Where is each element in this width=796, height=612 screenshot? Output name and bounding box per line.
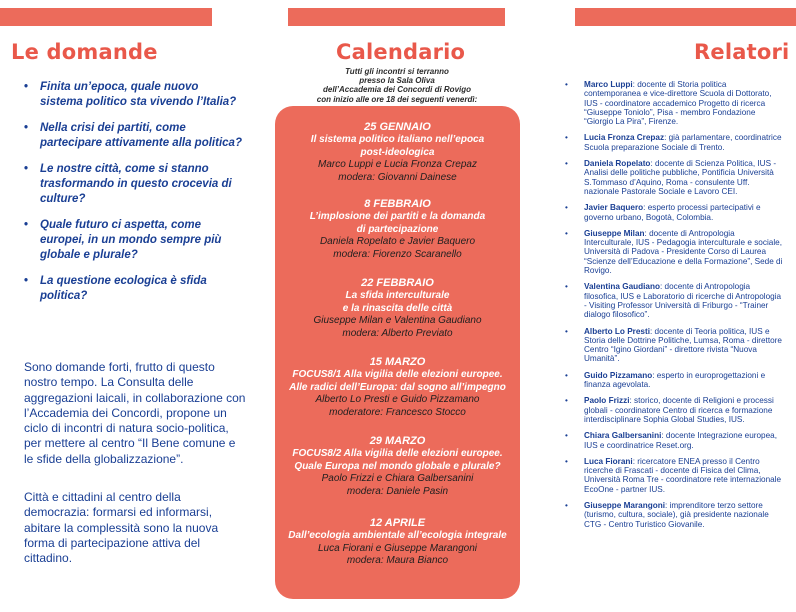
calendar-intro: Tutti gli incontri si terranno presso la Sala Oliva dell’Accademia dei Concordi di Rovigo con inizio alle ore 18 dei seguenti venerdì:: [316, 67, 478, 104]
question-item: • Quale futuro ci aspetta, come europei, in un mondo sempre più globale e plurale?: [24, 219, 222, 261]
event-moderator: moderatore: Francesco Stocco: [329, 406, 466, 418]
speaker-name: Paolo Frizzi: [584, 396, 630, 406]
speaker-description: : docente Integrazione europea, IUS e coordinatrice Reset.org.: [584, 431, 777, 450]
speaker-item: [565, 282, 785, 319]
event-date: 22 FEBBRAIO: [361, 277, 434, 289]
bullet-icon: •: [565, 500, 568, 510]
speakers-list: [565, 80, 785, 536]
bullet-icon: •: [24, 275, 29, 287]
right-header-bar: [575, 8, 796, 26]
event-date: 12 APRILE: [369, 517, 426, 529]
intro-paragraph: Sono domande forti, frutto di questo nostro tempo. La Consulta delle aggregazioni laicali, in collaborazione con l’Accademia dei Concordi, propone un ciclo di incontri di natura socio-politica, per mettere al centro “Il Bene comune e le sfide della globalizzazione”.: [24, 360, 246, 466]
event-title: Alle radici dell’Europa: dal sogno all’impegno: [289, 381, 506, 393]
event-moderator: modera: Giovanni Dainese: [338, 171, 457, 183]
bullet-icon: •: [565, 80, 568, 89]
bullet-icon: •: [565, 431, 568, 441]
event-speakers: Daniela Ropelato e Javier Baquero: [319, 236, 476, 247]
speaker-item: [565, 431, 785, 450]
question-item: • La questione ecologica è sfida politica?: [24, 275, 207, 302]
event-title: La sfida interculturale: [345, 290, 450, 301]
center-header-bar: [288, 8, 505, 26]
speaker-description: : esperto in europrogettazioni e finanza agevolata.: [584, 370, 766, 390]
event-title: Quale Europa nel mondo globale e plurale?: [294, 460, 501, 472]
speaker-description: : docente di Antropologia Interculturale, IUS - Pedagogia interculturale e sociale, Università di Padova - Presidente Corso di Laurea “Scienze dell’Educazione e della Formazione”, Sede di Rovigo.: [584, 228, 783, 276]
event-5: [275, 435, 520, 498]
event-title: di partecipazione: [356, 223, 439, 235]
speaker-description: : ricercatore ENEA presso il Centro ricerche di Frascati - docente di Fisica del Clima, Università Roma Tre - coordinatore rete internazionale EcoOne - partner IUS.: [584, 456, 782, 494]
bullet-icon: •: [565, 370, 568, 380]
event-moderator: modera: Fiorenzo Scaranello: [333, 248, 462, 260]
speaker-item: [565, 371, 785, 390]
bullet-icon: •: [565, 456, 568, 466]
bullet-icon: •: [565, 396, 568, 406]
speaker-item: [565, 501, 785, 529]
event-title: FOCUS8/2 Alla vigilia delle elezioni europee.: [292, 448, 503, 459]
event-title: post-ideologica: [360, 146, 435, 158]
speaker-item: [565, 159, 785, 196]
question-item: • Finita un’epoca, quale nuovo sistema politico sta vivendo l’Italia?: [24, 81, 237, 108]
speaker-name: Lucia Fronza Crepaz: [584, 133, 665, 143]
bullet-icon: •: [24, 122, 29, 134]
event-date: 29 MARZO: [369, 435, 426, 447]
speaker-name: Alberto Lo Presti: [584, 326, 650, 336]
event-date: 15 MARZO: [369, 356, 426, 368]
intro-paragraph-2: Città e cittadini al centro della democrazia: formarsi ed informarsi, abitare la complessità sono la nuova forma di partecipazione attiva del cittadino.: [24, 490, 219, 566]
speaker-description: : docente di Storia politica contemporanea e vice-direttore Scuola di Dottorato, IUS - coordinatore accademico Progetto di ricerca “Giuseppe Toniolo”, Pisa - membro Fondazione “Giorgio La Pira”, Firenze.: [584, 80, 772, 127]
event-title: e la rinascita delle città: [342, 302, 453, 314]
event-4: [275, 356, 520, 419]
speaker-item: [565, 396, 785, 424]
speaker-item: [565, 229, 785, 275]
event-speakers: Marco Luppi e Lucia Fronza Crepaz: [318, 159, 477, 170]
calendar-title: Calendario: [336, 40, 466, 64]
bullet-icon: •: [565, 133, 568, 143]
bullet-icon: •: [565, 228, 568, 238]
speaker-name: Guido Pizzamano: [584, 370, 653, 380]
question-item: • Nella crisi dei partiti, come partecipare attivamente alla politica?: [24, 122, 242, 149]
question-item: • Le nostre città, come si stanno trasformando in questo crocevia di culture?: [24, 163, 232, 205]
event-speakers: Alberto Lo Presti e Guido Pizzamano: [315, 394, 480, 405]
bullet-icon: •: [24, 219, 29, 231]
speaker-name: Luca Fiorani: [584, 456, 633, 466]
speaker-name: Marco Luppi: [584, 80, 633, 89]
event-speakers: Luca Fiorani e Giuseppe Marangoni: [318, 542, 477, 554]
speaker-description: : docente di Antropologia filosofica, IUS e Laboratorio di ricerche di Antropologia - Visiting Professor Università di Friburgo - “Trainer dialogo filosofico”.: [584, 282, 782, 320]
event-moderator: modera: Daniele Pasin: [346, 485, 449, 497]
event-moderator: modera: Maura Bianco: [346, 555, 449, 566]
bullet-icon: •: [565, 282, 568, 292]
event-title: FOCUS8/1 Alla vigilia delle elezioni europee.: [292, 369, 503, 380]
speakers-title: Relatori: [694, 40, 790, 64]
event-title: Il sistema politico italiano nell’epoca: [310, 134, 485, 145]
speaker-item: [565, 133, 785, 152]
event-speakers: Giuseppe Milan e Valentina Gaudiano: [313, 315, 482, 326]
event-2: [275, 198, 520, 261]
event-moderator: modera: Alberto Previato: [342, 327, 453, 339]
speaker-name: Valentina Gaudiano: [584, 282, 660, 292]
speaker-description: : esperto processi partecipativi e governo urbano, Bogotà, Colombia.: [584, 203, 761, 222]
questions-list: [24, 80, 242, 315]
bullet-icon: •: [565, 203, 568, 213]
speaker-description: : imprenditore terzo settore (turismo, cultura, sociale), già presidente nazionale CTG - Centro Turistico Giovanile.: [584, 500, 769, 529]
questions-title: Le domande: [11, 40, 158, 64]
event-6: [275, 517, 520, 568]
event-3: [275, 277, 520, 340]
speaker-item: [565, 80, 785, 126]
speaker-name: Giuseppe Milan: [584, 228, 645, 238]
bullet-icon: •: [565, 159, 568, 169]
event-title: Dall’ecologia ambientale all’ecologia integrale: [288, 530, 507, 541]
speaker-item: [565, 203, 785, 222]
left-header-bar: [0, 8, 212, 26]
speaker-description: : docente di Scienza Politica, IUS - Analisi delle politiche pubbliche, Pontificia Università S.Tommaso d’Aquino, Roma - consulente Uff. nazionale Pastorale Sociale e Lavoro CEI.: [584, 159, 777, 196]
speaker-description: : già parlamentare, coordinatrice Scuola preparazione Sociale di Trento.: [584, 133, 782, 152]
bullet-icon: •: [565, 326, 568, 336]
bullet-icon: •: [24, 163, 29, 175]
event-1: [275, 121, 520, 184]
speaker-name: Daniela Ropelato: [584, 159, 651, 169]
speaker-name: Javier Baquero: [584, 203, 644, 213]
bullet-icon: •: [24, 81, 29, 93]
speaker-description: : docente di Teoria politica, IUS e Storia delle Dottrine Politiche, Lumsa, Roma - direttore Centro “Igino Giordani” - direttore rivista “Nuova Umanità”.: [584, 326, 782, 364]
speaker-item: [565, 457, 785, 494]
event-speakers: Paolo Frizzi e Chiara Galbersanini: [321, 473, 474, 484]
event-date: 25 GENNAIO: [364, 121, 431, 133]
event-title: L’implosione dei partiti e la domanda: [309, 211, 486, 222]
speaker-item: [565, 327, 785, 364]
speaker-description: : storico, docente di Religioni e processi globali - coordinatore Centro di ricerca e formazione interdisciplinare Sophia Global Studies, IUS.: [584, 396, 774, 424]
speaker-name: Chiara Galbersanini: [584, 431, 662, 441]
speaker-name: Giuseppe Marangoni: [584, 500, 665, 510]
event-date: 8 FEBBRAIO: [364, 198, 431, 210]
